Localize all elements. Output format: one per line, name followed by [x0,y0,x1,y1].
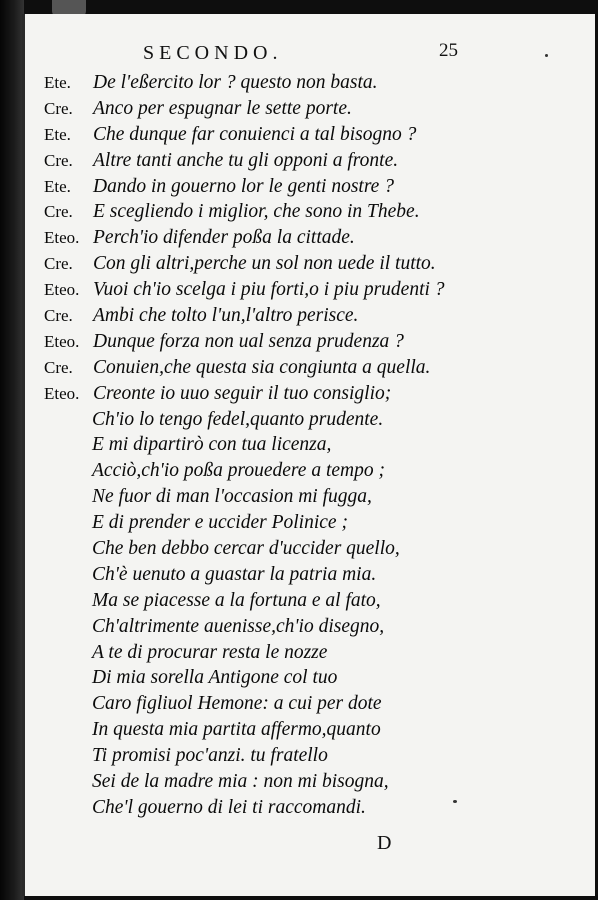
page [22,14,595,896]
verse-line [25,743,595,769]
verse-text: Che'l gouerno di lei ti raccomandi. [92,796,366,818]
verse-line [25,122,595,148]
speaker-name: Ete. [44,124,71,144]
speaker-name: Eteo. [44,383,80,403]
verse-text: Ma se piacesse a la fortuna e al fato, [92,589,381,611]
page-number: 25 [439,40,458,61]
speaker-name: Cre. [44,202,73,222]
verse-text: Dunque forza non ual senza prudenza ? [93,330,404,352]
verse-text: A te di procurar resta le nozze [92,641,328,663]
speaker-name: Eteo. [44,331,80,351]
signature-mark: D [377,832,392,854]
verse-line [25,148,595,174]
verse-text: Con gli altri,perche un sol non uede il tutto. [93,253,436,275]
verse-text: Conuien,che questa sia congiunta a quella. [93,356,431,378]
verse-text: Ch'altrimente auenisse,ch'io disegno, [92,615,385,637]
speaker-name: Cre. [44,98,73,118]
ink-speck [453,800,457,803]
verse-line [25,769,595,795]
ink-speck [545,54,548,57]
verse-text: Ch'io lo tengo fedel,quanto prudente. [92,408,384,430]
verse-lines [25,70,595,821]
verse-text: Di mia sorella Antigone col tuo [92,667,338,689]
speaker-name: Eteo. [44,280,80,300]
verse-text: In questa mia partita affermo,quanto [92,719,381,741]
verse-line [25,484,595,510]
verse-line [25,665,595,691]
verse-line [25,96,595,122]
verse-text: Sei de la madre mia : non mi bisogna, [92,771,389,793]
verse-text: Vuoi ch'io scelga i piu forti,o i piu prudenti ? [93,279,445,301]
verse-line [25,381,595,407]
verse-text: Che ben debbo cercar d'uccider quello, [92,538,400,560]
verse-line [25,614,595,640]
verse-text: Creonte io uuo seguir il tuo consiglio; [93,382,392,404]
verse-line [25,303,595,329]
verse-line [25,70,595,96]
verse-line [25,277,595,303]
verse-line [25,588,595,614]
verse-text: Ti promisi poc'anzi. tu fratello [92,745,328,767]
verse-line [25,432,595,458]
verse-text: E scegliendo i miglior, che sono in Thebe. [93,201,420,223]
speaker-name: Ete. [44,73,71,92]
verse-text: Ambi che tolto l'un,l'altro perisce. [93,305,359,327]
verse-line [25,174,595,200]
speaker-name: Ete. [44,176,71,196]
verse-line [25,407,595,433]
verse-text: E mi dipartirò con tua licenza, [92,434,332,456]
verse-text: Ne fuor di man l'occasion mi fugga, [92,486,372,508]
speaker-name: Cre. [44,150,73,170]
verse-line [25,640,595,666]
speaker-name: Cre. [44,254,73,274]
verse-line [25,691,595,717]
verse-line [25,458,595,484]
verse-text: E di prender e uccider Polinice ; [92,512,348,534]
verse-text: De l'eßercito lor ? questo non basta. [93,72,378,93]
verse-text: Che dunque far conuienci a tal bisogno ? [93,123,417,145]
verse-text: Perch'io difender poßa la cittade. [93,227,355,249]
verse-line [25,536,595,562]
speaker-name: Cre. [44,306,73,326]
verse-line [25,717,595,743]
verse-text: Caro figliuol Hemone: a cui per dote [92,693,382,715]
page-header [25,42,595,72]
book-gutter [0,0,24,900]
speaker-name: Eteo. [44,228,80,248]
verse-text: Anco per espugnar le sette porte. [93,97,352,119]
running-head: SECONDO. [143,42,283,64]
verse-line [25,562,595,588]
verse-line [25,251,595,277]
verse-line [25,225,595,251]
verse-line [25,199,595,225]
verse-text: Ch'è uenuto a guastar la patria mia. [92,563,377,585]
verse-line [25,355,595,381]
verse-text: Dando in gouerno lor le genti nostre ? [93,175,394,197]
speaker-name: Cre. [44,357,73,377]
verse-text: Altre tanti anche tu gli opponi a fronte. [93,149,399,171]
verse-line [25,510,595,536]
verse-line [25,329,595,355]
verse-text: Acciò,ch'io poßa prouedere a tempo ; [92,460,385,482]
verse-line [25,795,595,821]
